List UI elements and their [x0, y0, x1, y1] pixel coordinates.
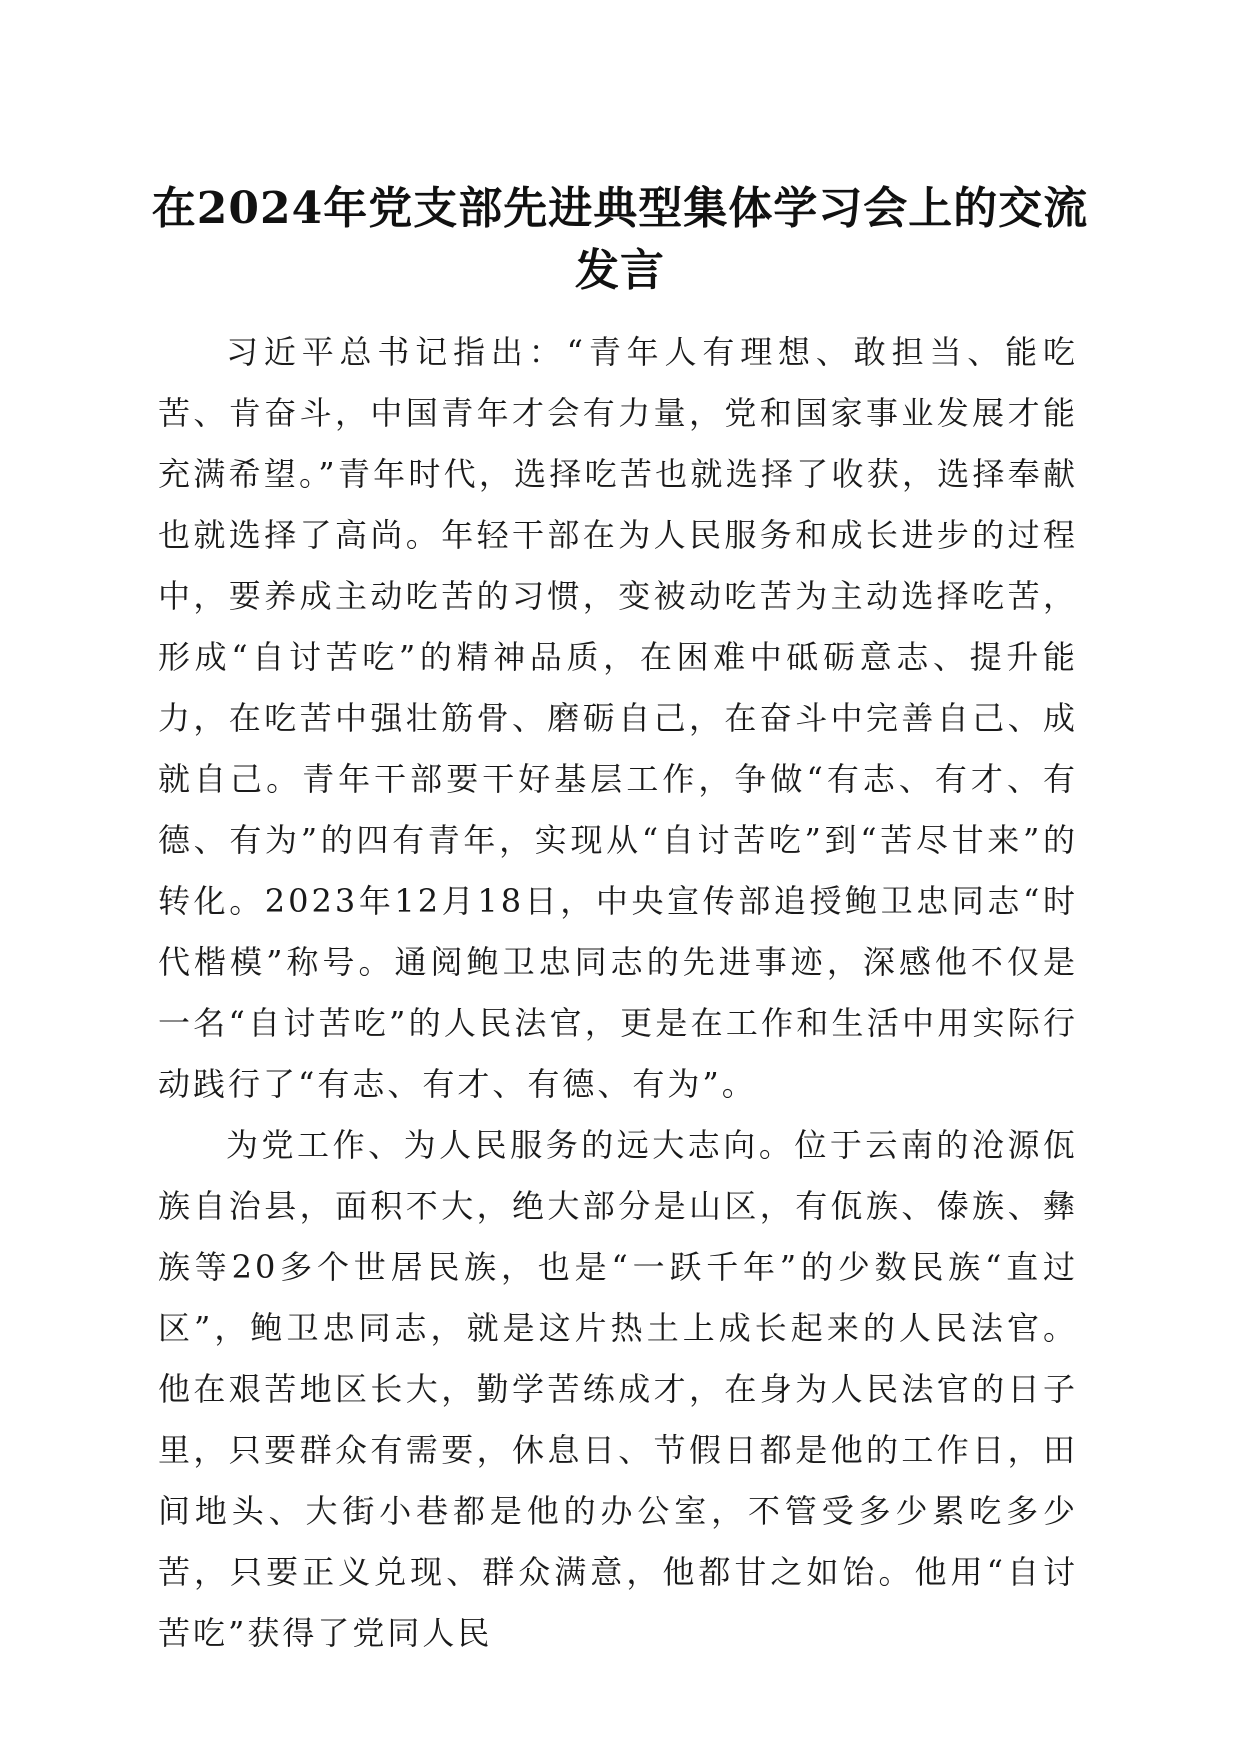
paragraph-2: 为党工作、为人民服务的远大志向。位于云南的沧源佤族自治县，面积不大，绝大部分是山区，有佤族、傣族、彝族等20多个世居民族，也是“一跃千年”的少数民族“直过区”，鲍卫忠同志，就是这片热土上成长起来的人民法官。他在艰苦地区长大，勤学苦练成才，在身为人民法官的日子里，只要群众有需要，休息日、节假日都是他的工作日，田间地头、大街小巷都是他的办公室，不管受多少累吃多少苦，只要正义兑现、群众满意，他都甘之如饴。他用“自讨苦吃”获得了党同人民: [158, 1126, 1078, 1652]
document-body: [158, 322, 1078, 1664]
document-title: 在2024年党支部先进典型集体学习会上的交流发言: [151, 183, 1089, 296]
paragraph-1: 习近平总书记指出：“青年人有理想、敢担当、能吃苦、肯奋斗，中国青年才会有力量，党和国家事业发展才能充满希望。”青年时代，选择吃苦也就选择了收获，选择奉献也就选择了高尚。年轻干部在为人民服务和成长进步的过程中，要养成主动吃苦的习惯，变被动吃苦为主动选择吃苦，形成“自讨苦吃”的精神品质，在困难中砥砺意志、提升能力，在吃苦中强壮筋骨、磨砺自己，在奋斗中完善自己、成就自己。青年干部要干好基层工作，争做“有志、有才、有德、有为”的四有青年，实现从“自讨苦吃”到“苦尽甘来”的转化。2023年12月18日，中央宣传部追授鲍卫忠同志“时代楷模”称号。通阅鲍卫忠同志的先进事迹，深感他不仅是一名“自讨苦吃”的人民法官，更是在工作和生活中用实际行动践行了“有志、有才、有德、有为”。: [158, 333, 1078, 1103]
